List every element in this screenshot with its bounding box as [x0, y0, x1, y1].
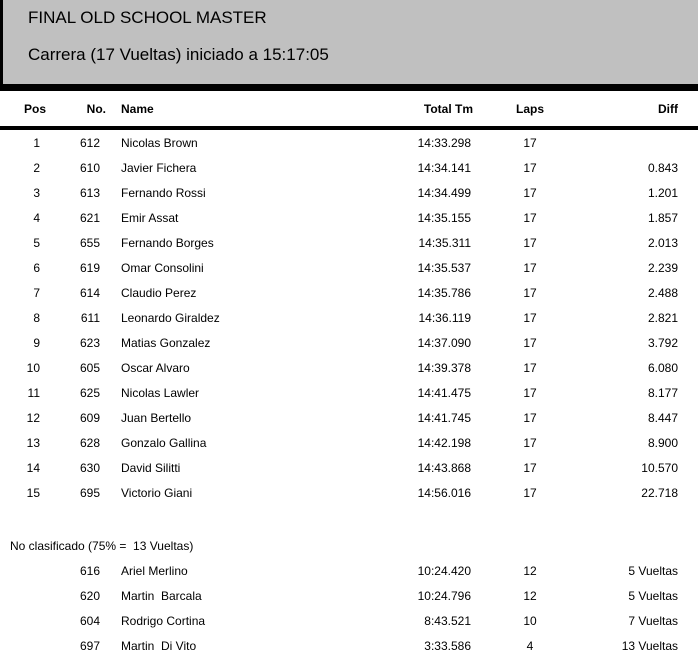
cell-diff: 2.239 [647, 260, 678, 275]
cell-no: 620 [79, 588, 100, 603]
not-classified-label: No clasificado (75% = 13 Vueltas) [10, 538, 194, 553]
cell-pos [0, 583, 48, 608]
cell-pos: 9 [33, 335, 40, 350]
cell-diff: 1.857 [647, 210, 678, 225]
results-table [0, 91, 698, 658]
result-row [0, 380, 698, 405]
cell-laps: 17 [523, 435, 537, 450]
cell-total: 14:37.090 [417, 335, 471, 350]
cell-pos: 11 [27, 385, 40, 400]
cell-diff: 8.447 [647, 410, 678, 425]
cell-name: Martin Barcala [121, 588, 202, 603]
cell-pos: 14 [26, 460, 40, 475]
cell-name: Victorio Giani [121, 485, 193, 500]
cell-no: 619 [79, 260, 100, 275]
cell-diff: 1.201 [647, 185, 678, 200]
section-spacer [0, 505, 698, 533]
cell-no: 623 [79, 335, 100, 350]
cell-name: Rodrigo Cortina [121, 613, 206, 628]
spacer-row [0, 505, 698, 533]
cell-no: 610 [79, 160, 100, 175]
report-title: FINAL OLD SCHOOL MASTER [28, 8, 267, 27]
cell-no: 628 [79, 435, 100, 450]
cell-no: 609 [79, 410, 100, 425]
cell-no: 612 [79, 135, 100, 150]
cell-total: 3:33.586 [424, 638, 471, 653]
cell-laps: 17 [523, 160, 537, 175]
cell-total: 14:42.198 [417, 435, 471, 450]
cell-laps: 4 [526, 638, 534, 653]
result-row [0, 430, 698, 455]
not-classified-section [0, 533, 698, 558]
cell-name: Nicolas Lawler [121, 385, 200, 400]
cell-diff: 10.570 [641, 460, 678, 475]
result-row [0, 205, 698, 230]
cell-name: Matias Gonzalez [121, 335, 211, 350]
column-header-laps: Laps [473, 91, 587, 128]
cell-total: 14:34.141 [417, 160, 471, 175]
cell-total: 14:35.155 [417, 210, 471, 225]
cell-laps: 17 [523, 185, 537, 200]
cell-diff: 0.843 [647, 160, 678, 175]
cell-laps: 17 [523, 385, 537, 400]
cell-no: 621 [79, 210, 100, 225]
cell-pos: 1 [33, 135, 40, 150]
result-row [0, 280, 698, 305]
cell-name: Leonardo Giraldez [121, 310, 220, 325]
cell-name: Ariel Merlino [121, 563, 188, 578]
cell-diff: 3.792 [647, 335, 678, 350]
cell-diff: 22.718 [641, 485, 678, 500]
cell-no: 611 [80, 310, 100, 325]
cell-no: 604 [79, 613, 100, 628]
cell-laps: 17 [523, 410, 537, 425]
cell-total: 10:24.420 [417, 563, 471, 578]
result-row [0, 355, 698, 380]
cell-name: Juan Bertello [121, 410, 192, 425]
cell-pos: 8 [33, 310, 40, 325]
cell-pos: 15 [26, 485, 40, 500]
cell-laps: 17 [523, 260, 537, 275]
cell-diff: 5 Vueltas [628, 588, 678, 603]
cell-laps: 12 [523, 588, 537, 603]
cell-diff: 2.488 [647, 285, 678, 300]
cell-name: Gonzalo Gallina [121, 435, 207, 450]
cell-no: 697 [79, 638, 100, 653]
cell-total: 14:35.786 [417, 285, 471, 300]
cell-laps: 17 [523, 310, 537, 325]
cell-pos: 2 [33, 160, 40, 175]
race-subtitle: Carrera (17 Vueltas) iniciado a 15:17:05 [28, 45, 329, 64]
cell-laps: 10 [523, 613, 537, 628]
classified-results-body [0, 128, 698, 505]
cell-name: David Silitti [121, 460, 181, 475]
cell-total: 8:43.521 [424, 613, 471, 628]
cell-laps: 17 [523, 335, 537, 350]
cell-diff [587, 128, 698, 155]
cell-name: Claudio Perez [121, 285, 197, 300]
column-header-diff: Diff [587, 91, 698, 128]
result-row [0, 305, 698, 330]
column-header-name: Name [106, 91, 396, 128]
result-row [0, 405, 698, 430]
nc-result-row [0, 608, 698, 633]
cell-no: 614 [79, 285, 100, 300]
result-row [0, 455, 698, 480]
cell-laps: 17 [523, 360, 537, 375]
cell-pos [0, 558, 48, 583]
cell-diff: 8.177 [647, 385, 678, 400]
cell-total: 14:33.298 [417, 135, 471, 150]
nc-result-row [0, 558, 698, 583]
column-header-pos: Pos [0, 91, 48, 128]
not-classified-label-row [0, 533, 698, 558]
cell-no: 630 [79, 460, 100, 475]
cell-pos [0, 633, 48, 658]
cell-pos: 13 [26, 435, 40, 450]
cell-name: Oscar Alvaro [121, 360, 190, 375]
cell-diff: 7 Vueltas [628, 613, 678, 628]
cell-pos: 5 [33, 235, 40, 250]
cell-total: 14:34.499 [417, 185, 471, 200]
cell-name: Fernando Rossi [121, 185, 206, 200]
cell-pos: 6 [33, 260, 40, 275]
nc-result-row [0, 633, 698, 658]
cell-total: 10:24.796 [417, 588, 471, 603]
cell-no: 616 [79, 563, 100, 578]
cell-no: 605 [79, 360, 100, 375]
cell-no: 613 [79, 185, 100, 200]
cell-diff: 13 Vueltas [621, 638, 678, 653]
result-row [0, 180, 698, 205]
cell-total: 14:36.119 [418, 310, 471, 325]
results-table-header [0, 91, 698, 128]
cell-total: 14:35.311 [418, 235, 471, 250]
cell-diff: 2.821 [647, 310, 678, 325]
cell-name: Emir Assat [121, 210, 179, 225]
result-row [0, 128, 698, 155]
result-row [0, 330, 698, 355]
cell-total: 14:41.745 [417, 410, 471, 425]
cell-no: 625 [79, 385, 100, 400]
cell-laps: 12 [523, 563, 537, 578]
cell-diff: 2.013 [647, 235, 678, 250]
nc-result-row [0, 583, 698, 608]
cell-laps: 17 [523, 235, 537, 250]
column-header-total-tm: Total Tm [396, 91, 473, 128]
cell-name: Javier Fichera [121, 160, 197, 175]
cell-total: 14:56.016 [417, 485, 471, 500]
cell-pos [0, 608, 48, 633]
cell-diff: 5 Vueltas [628, 563, 678, 578]
cell-total: 14:41.475 [417, 385, 471, 400]
cell-total: 14:43.868 [417, 460, 471, 475]
cell-pos: 10 [26, 360, 40, 375]
result-row [0, 255, 698, 280]
cell-pos: 3 [33, 185, 40, 200]
cell-pos: 7 [33, 285, 40, 300]
cell-diff: 8.900 [647, 435, 678, 450]
cell-pos: 12 [26, 410, 40, 425]
result-row [0, 230, 698, 255]
cell-name: Nicolas Brown [121, 135, 198, 150]
cell-laps: 17 [523, 460, 537, 475]
header-row [0, 91, 698, 128]
not-classified-results-body [0, 558, 698, 658]
cell-laps: 17 [523, 135, 537, 150]
column-header-no: No. [48, 91, 106, 128]
cell-total: 14:39.378 [417, 360, 471, 375]
result-row [0, 480, 698, 505]
cell-no: 695 [79, 485, 100, 500]
cell-pos: 4 [33, 210, 40, 225]
result-row [0, 155, 698, 180]
cell-name: Fernando Borges [121, 235, 214, 250]
cell-laps: 17 [523, 285, 537, 300]
banner-divider-bar [0, 84, 698, 91]
cell-name: Omar Consolini [121, 260, 204, 275]
cell-no: 655 [79, 235, 100, 250]
cell-diff: 6.080 [647, 360, 678, 375]
cell-laps: 17 [523, 485, 537, 500]
cell-total: 14:35.537 [417, 260, 471, 275]
cell-name: Martin Di Vito [121, 638, 197, 653]
cell-laps: 17 [523, 210, 537, 225]
report-title-banner [0, 0, 698, 84]
